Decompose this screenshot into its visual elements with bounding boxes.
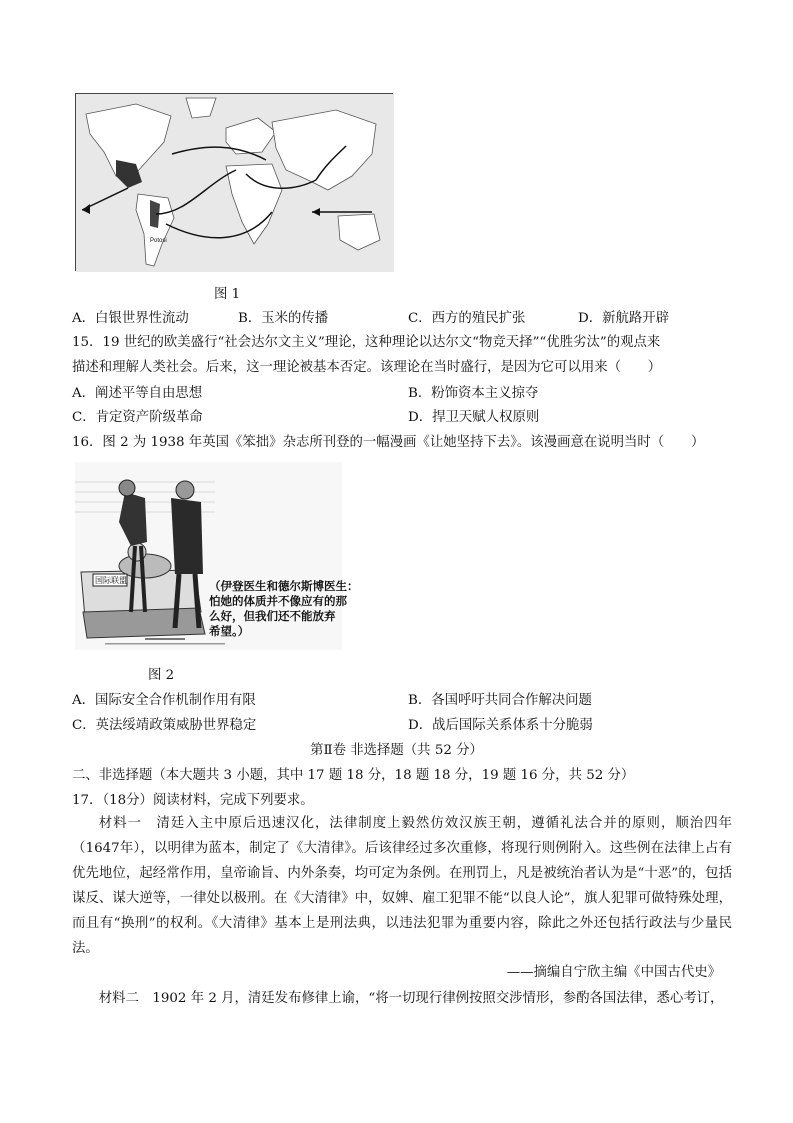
q14-option-a[interactable]: A．白银世界性流动 — [72, 311, 189, 326]
q14-option-c[interactable]: C．西方的殖民扩张 — [408, 311, 526, 326]
section-2-title: 第Ⅱ卷 非选择题（共 52 分） — [310, 743, 483, 758]
cartoon-caption-line: 么好，但我们还不能放弃 — [209, 609, 336, 623]
q15-option-b[interactable]: B．粉饰资本主义掠夺 — [408, 386, 539, 401]
q14-option-b[interactable]: B．玉米的传播 — [238, 311, 329, 326]
q17-source-1: ——摘编自宁欣主编《中国古代史》 — [506, 965, 721, 980]
cartoon-caption-line: （伊登医生和德尔斯博医生： — [209, 579, 359, 593]
q16-option-c[interactable]: C．英法绥靖政策威胁世界稳定 — [72, 718, 257, 733]
q14-option-d[interactable]: D．新航路开辟 — [578, 311, 670, 326]
q16-option-b[interactable]: B．各国呼吁共同合作解决问题 — [408, 693, 592, 708]
q17-material-1: 材料一 清廷入主中原后迅速汉化，法律制度上毅然仿效汉族王朝，遵循礼法合并的原则，顺治四年（1647年），以明律为蓝本，制定了《大清律》。后该律经过多次重修，将现行则例附入。这些例在法律上占有优先地位，起经常作用，皇帝谕旨、内外条奏，均可定为条例。在刑罚上，凡是被统治者认为是“十恶”的，包括谋反、谋大逆等，一律处以极刑。在《大清律》中，奴婢、雇工犯罪不能“以良人论”，旗人犯罪可做特殊处理，而且有“换刑”的权利。《大清律》基本上是刑法典，以违法犯罪为重要内容，除此之外还包括行政法与少量民法。 — [72, 816, 732, 956]
figure-2-cartoon — [75, 462, 359, 650]
q16-option-d[interactable]: D．战后国际关系体系十分脆弱 — [408, 718, 593, 733]
map-label-potosi: Potosi — [150, 238, 167, 244]
cartoon-caption — [209, 579, 359, 639]
q15-option-d[interactable]: D．捍卫天赋人权原则 — [408, 410, 540, 425]
figure-1-map — [75, 93, 393, 271]
section-2-heading: 二、非选择题（本大题共 3 小题，其中 17 题 18 分，18 题 18 分，19 题 16 分，共 52 分） — [72, 768, 635, 783]
q15-stem-line1: 15．19 世纪的欧美盛行“社会达尔文主义”理论，这种理论以达尔文“物竞天择”“优胜劣汰”的观点来 — [72, 335, 661, 350]
cartoon-caption-line: 希望。） — [209, 624, 250, 638]
q16-stem: 16．图 2 为 1938 年英国《笨拙》杂志所刊登的一幅漫画《让她坚持下去》。该漫画意在说明当时（ ） — [72, 435, 705, 450]
q15-option-c[interactable]: C．肯定资产阶级革命 — [72, 410, 203, 425]
q16-option-a[interactable]: A．国际安全合作机制作用有限 — [72, 693, 256, 708]
world-map-illustration — [76, 94, 394, 272]
q17-material-2: 材料二 1902 年 2 月，清廷发布修律上谕，“将一切现行律例按照交涉情形，参酌各国法律，悉心考订， — [98, 991, 724, 1006]
q17-stem: 17．（18分）阅读材料，完成下列要求。 — [72, 793, 314, 808]
figure-1-caption: 图 1 — [214, 287, 241, 302]
q15-stem-line2: 描述和理解人类社会。后来，这一理论被基本否定。该理论在当时盛行，是因为它可以用来（ ） — [72, 360, 662, 375]
cartoon-caption-line: 怕她的体质并不像应有的那 — [209, 594, 347, 608]
cartoon-sign-league-of-nations: 国际联盟 — [95, 576, 127, 585]
figure-2-caption: 图 2 — [148, 668, 175, 683]
q15-option-a[interactable]: A．阐述平等自由思想 — [72, 386, 203, 401]
